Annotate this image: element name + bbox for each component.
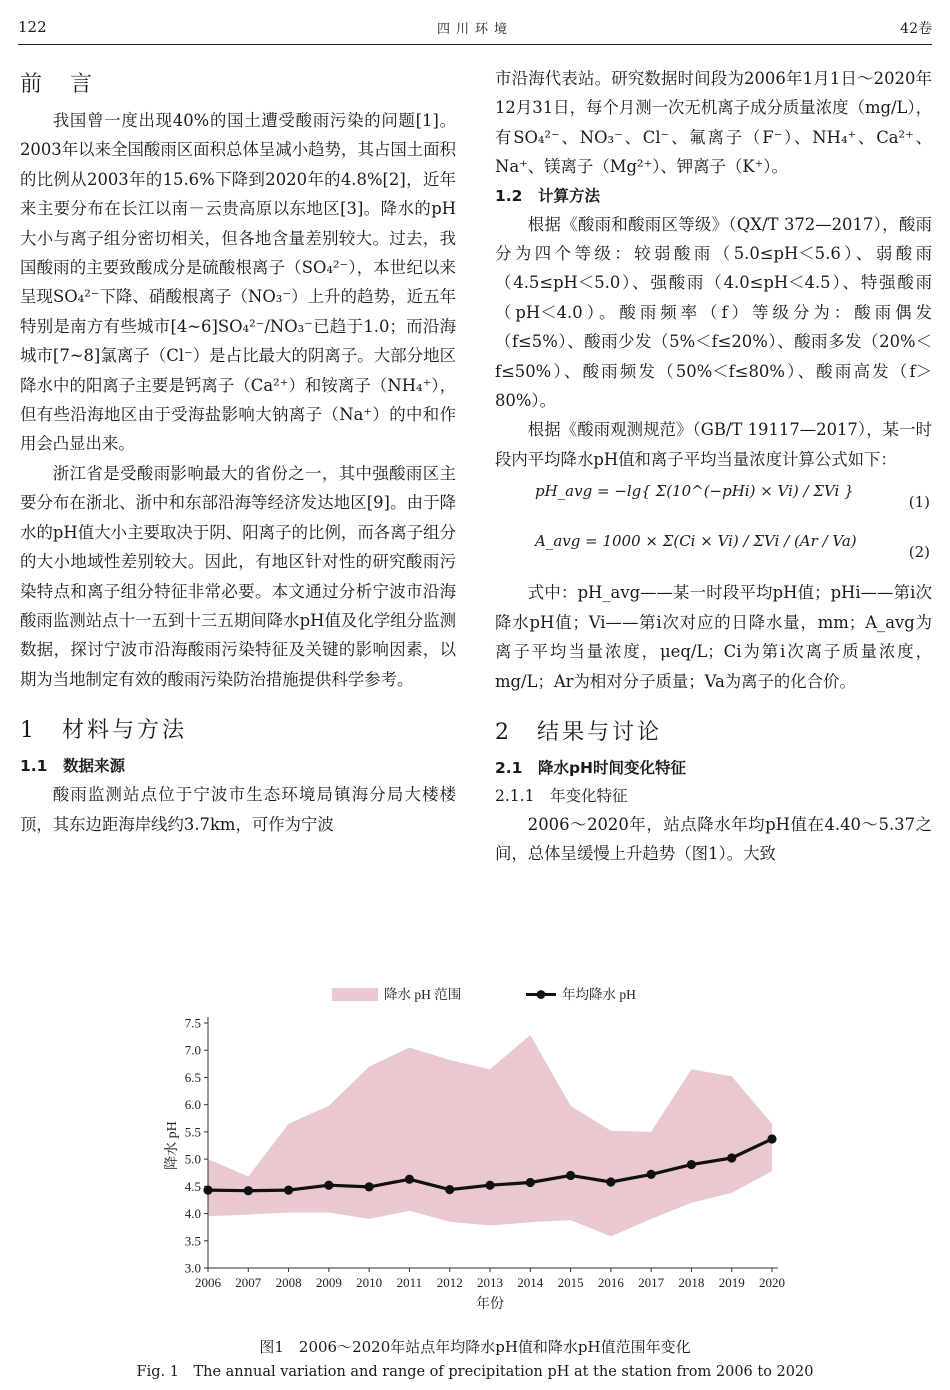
x-tick-label: 2018 (678, 1275, 705, 1290)
y-tick-label: 3.0 (184, 1260, 201, 1276)
x-tick-label: 2006 (195, 1275, 221, 1290)
x-tick-label: 2012 (436, 1275, 463, 1290)
annual-mean-ph-point (365, 1182, 374, 1191)
intro-paragraph-1: 我国曾一度出现40%的国土遭受酸雨污染的问题[1]。2003年以来全国酸雨区面积总体呈减小趋势，其占国土面积的比例从2003年的15.6%下降到2020年的4.8%[2]，近年来主要分布在长江以南－云贵高原以东地区[3]。降水的pH大小与离子组分密切相关，但各地含量差别较大。过去，我国酸雨的主要致酸成分是硫酸根离子（SO₄²⁻），本世纪以来呈现SO₄²⁻下降、硝酸根离子（NO₃⁻）上升的趋势，近五年特别是南方有些城市[4~6]SO₄²⁻/NO₃⁻已趋于1.0；而沿海城市[7~8]氯离子（Cl⁻）是占比最大的阴离子。大部分地区降水中的阳离子主要是钙离子（Ca²⁺）和铵离子（NH₄⁺），但有些沿海地区由于受海盐影响大钠离子（Na⁺）的中和作用会凸显出来。 (20, 111, 456, 454)
formula-2-number: (2) (908, 543, 930, 562)
x-tick-label: 2010 (356, 1275, 383, 1290)
legend-range-swatch (332, 988, 378, 1001)
y-tick-label: 5.0 (184, 1151, 201, 1167)
annual-mean-ph-point (485, 1181, 494, 1190)
figure-caption-en: Fig. 1 The annual variation and range of precipitation pH at the station from 2006 to 2020 (136, 1364, 814, 1380)
x-tick-label: 2007 (235, 1275, 262, 1290)
y-axis-label: 降水 pH (165, 1121, 180, 1170)
section-2-1-heading: 2.1 降水pH时间变化特征 (495, 758, 687, 777)
x-tick-label: 2017 (638, 1275, 665, 1290)
section-1-1-heading: 1.1 数据来源 (20, 757, 125, 776)
x-tick-label: 2019 (718, 1275, 745, 1290)
left-column (20, 64, 456, 839)
x-axis-label: 年份 (476, 1297, 504, 1312)
right-column (495, 64, 932, 869)
volume: 42卷 (900, 21, 932, 37)
annual-mean-ph-point (284, 1186, 293, 1195)
legend-mean-label: 年均降水 pH (562, 987, 636, 1002)
figure-1 (150, 985, 800, 1315)
formula-2-expression: A_avg = 1000 × Σ(Ci × Vi) / ΣVi / (Ar / Va) (535, 532, 857, 551)
annual-mean-ph-point (647, 1170, 656, 1179)
annual-mean-ph-point (566, 1171, 575, 1180)
x-tick-label: 2008 (275, 1275, 302, 1290)
grade-paragraph: 根据《酸雨和酸雨区等级》（QX/T 372—2017），酸雨分为四个等级：较弱酸雨（5.0≤pH＜5.6）、弱酸雨（4.5≤pH＜5.0）、强酸雨（4.0≤pH＜4.5）、特强酸雨（pH＜4.0）。酸雨频率（f）等级分为：酸雨偶发（f≤5%）、酸雨少发（5%＜f≤20%）、酸雨多发（20%＜f≤50%）、酸雨频发（50%＜f≤80%）、酸雨高发（f＞80%）。 (495, 214, 932, 411)
formula-intro-paragraph: 根据《酸雨观测规范》（GB/T 19117—2017），某一时段内平均降水pH值和离子平均当量浓度计算公式如下： (495, 420, 932, 469)
x-tick-label: 2015 (557, 1275, 584, 1290)
section-2-heading: 2 结果与讨论 (495, 719, 662, 745)
running-header (18, 14, 932, 45)
data-source-paragraph: 酸雨监测站点位于宁波市生态环境局镇海分局大楼楼顶，其东边距海岸线约3.7km，可作为宁波 (20, 785, 456, 834)
x-tick-label: 2020 (759, 1275, 785, 1290)
annual-mean-ph-point (606, 1177, 615, 1186)
y-tick-label: 4.0 (184, 1206, 201, 1222)
annual-mean-ph-point (244, 1186, 253, 1195)
section-2-1-1-heading: 2.1.1 年变化特征 (495, 786, 628, 805)
section-1-2-heading: 1.2 计算方法 (495, 186, 600, 205)
y-tick-label: 6.5 (184, 1069, 201, 1085)
figure-caption-cn: 图1 2006～2020年站点年均降水pH值和降水pH值范围年变化 (259, 1338, 691, 1356)
annual-mean-ph-point (687, 1160, 696, 1169)
data-source-continued: 市沿海代表站。研究数据时间段为2006年1月1日～2020年12月31日，每个月测一次无机离子成分质量浓度（mg/L），有SO₄²⁻、NO₃⁻、Cl⁻、氟离子（F⁻）、NH₄⁺、Ca²⁺、Na⁺、镁离子（Mg²⁺）、钾离子（K⁺）。 (495, 69, 932, 177)
ph-range-band (208, 1035, 772, 1236)
ph-chart (150, 985, 800, 1315)
y-tick-label: 7.0 (184, 1042, 201, 1058)
x-tick-label: 2016 (597, 1275, 624, 1290)
formula-1-expression: pH_avg = −lg{ Σ(10^(−pHi) × Vi) / ΣVi } (535, 482, 854, 501)
x-tick-label: 2011 (396, 1275, 423, 1290)
journal-name: 四川环境 (436, 22, 513, 37)
y-tick-label: 7.5 (184, 1015, 201, 1031)
formula-1 (495, 478, 932, 524)
x-tick-label: 2013 (477, 1275, 503, 1290)
x-tick-label: 2009 (315, 1275, 342, 1290)
annual-mean-ph-point (526, 1178, 535, 1187)
section-1-heading: 1 材料与方法 (20, 718, 187, 744)
annual-mean-ph-point (324, 1181, 333, 1190)
legend-mean-marker (537, 990, 546, 999)
annual-mean-ph-point (445, 1185, 454, 1194)
y-tick-label: 6.0 (184, 1097, 201, 1113)
y-tick-label: 4.5 (184, 1178, 201, 1194)
legend-range-label: 降水 pH 范围 (384, 987, 462, 1002)
formula-2 (495, 528, 932, 574)
annual-mean-ph-point (203, 1186, 212, 1195)
y-tick-label: 3.5 (184, 1233, 201, 1249)
formula-1-number: (1) (908, 493, 930, 512)
annual-mean-ph-point (405, 1175, 414, 1184)
variable-definition-paragraph: 式中：pH_avg——某一时段平均pH值；pHi——第i次降水pH值；Vi——第i次对应的日降水量，mm；A_avg为离子平均当量浓度，μeq/L；Ci为第i次离子质量浓度，mg/L；Ar为相对分子质量；Va为离子的化合价。 (495, 583, 932, 691)
y-tick-label: 5.5 (184, 1124, 201, 1140)
annual-variation-paragraph: 2006～2020年，站点降水年均pH值在4.40～5.37之间，总体呈缓慢上升趋势（图1）。大致 (495, 814, 932, 864)
annual-mean-ph-point (767, 1134, 776, 1143)
x-tick-label: 2014 (517, 1275, 544, 1290)
intro-paragraph-2: 浙江省是受酸雨影响最大的省份之一，其中强酸雨区主要分布在浙北、浙中和东部沿海等经济发达地区[9]。由于降水的pH值大小主要取决于阴、阳离子的比例，而各离子组分的大小地域性差别较大。因此，有地区针对性的研究酸雨污染特点和离子组分特征非常必要。本文通过分析宁波市沿海酸雨监测站点十一五到十三五期间降水pH值及化学组分监测数据，探讨宁波市沿海酸雨污染特征及关键的影响因素，以期为当地制定有效的酸雨污染防治措施提供科学参考。 (20, 463, 456, 689)
annual-mean-ph-point (727, 1153, 736, 1162)
page-number: 122 (18, 18, 47, 36)
intro-heading: 前 言 (20, 72, 96, 97)
